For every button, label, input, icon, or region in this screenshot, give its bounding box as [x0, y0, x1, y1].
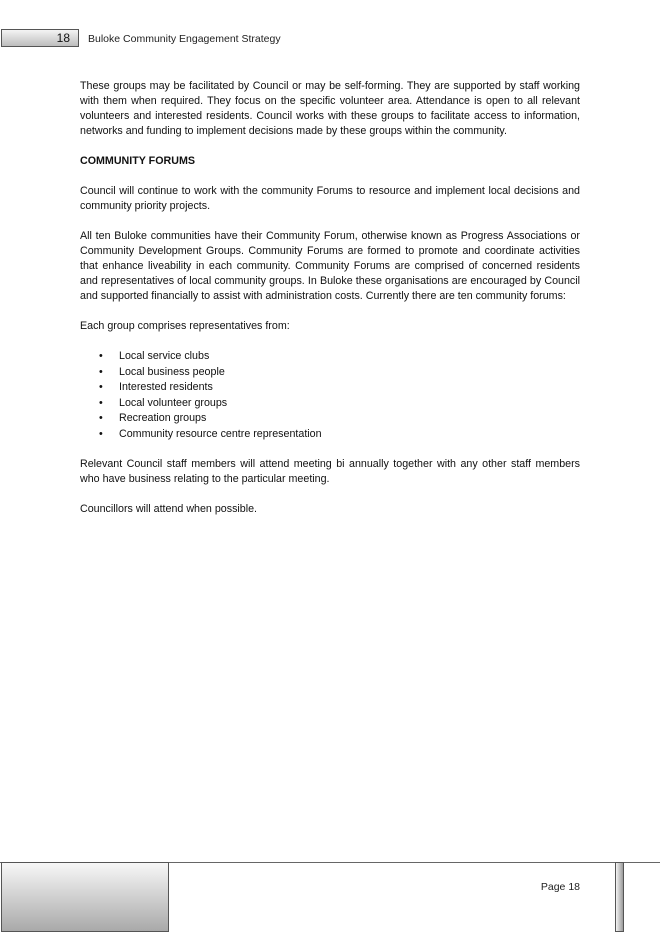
- intro-paragraph: These groups may be facilitated by Council or may be self-forming. They are supported by staff working with them when required. They focus on the specific volunteer area. Attendance is open to all relevant volunteers and interested residents. Council works with these groups to facilitate access to information, networks and funding to implement decisions made by these groups within the community.: [80, 80, 580, 137]
- list-item: • Local business people: [80, 365, 580, 381]
- bullet-icon: •: [99, 350, 103, 362]
- header-page-number: 18: [56, 31, 70, 45]
- list-item: • Interested residents: [80, 380, 580, 396]
- page-content: [80, 79, 580, 532]
- bullet-icon: •: [99, 412, 103, 424]
- footer-page-label: Page 18: [540, 881, 580, 893]
- bullet-icon: •: [99, 396, 103, 409]
- section-heading: COMMUNITY FORUMS: [80, 155, 195, 167]
- forums-paragraph-5: Councillors will attend when possible.: [80, 503, 258, 515]
- list-item: • Local service clubs: [80, 349, 580, 365]
- bullet-icon: •: [99, 381, 103, 393]
- forums-paragraph-3: Each group comprises representatives from:: [80, 320, 290, 332]
- list-item: • Recreation groups: [80, 411, 580, 427]
- representatives-list: [80, 349, 580, 442]
- list-item: • Community resource centre representation: [80, 427, 580, 443]
- footer-decoration-box: [1, 862, 169, 932]
- document-title: Buloke Community Engagement Strategy: [88, 33, 281, 45]
- bullet-icon: •: [99, 365, 103, 378]
- page-number-tab: [1, 29, 79, 47]
- forums-paragraph-1: Council will continue to work with the community Forums to resource and implement local decisions and community priority projects.: [80, 185, 580, 212]
- forums-paragraph-2: All ten Buloke communities have their Community Forum, otherwise known as Progress Associations or Community Development Groups. Community Forums are formed to promote and coordinate activities that enhance liveability in each community. Community Forums are comprised of concerned residents and representatives of local community groups. In Buloke these organisations are encouraged by Council and supported financially to assist with administration costs. Currently there are ten community forums:: [80, 230, 580, 302]
- bullet-icon: •: [99, 427, 103, 440]
- list-item: • Local volunteer groups: [80, 396, 580, 412]
- footer-decoration-bar: [615, 862, 624, 932]
- forums-paragraph-4: Relevant Council staff members will attend meeting bi annually together with any other staff members who have business relating to the particular meeting.: [80, 458, 580, 485]
